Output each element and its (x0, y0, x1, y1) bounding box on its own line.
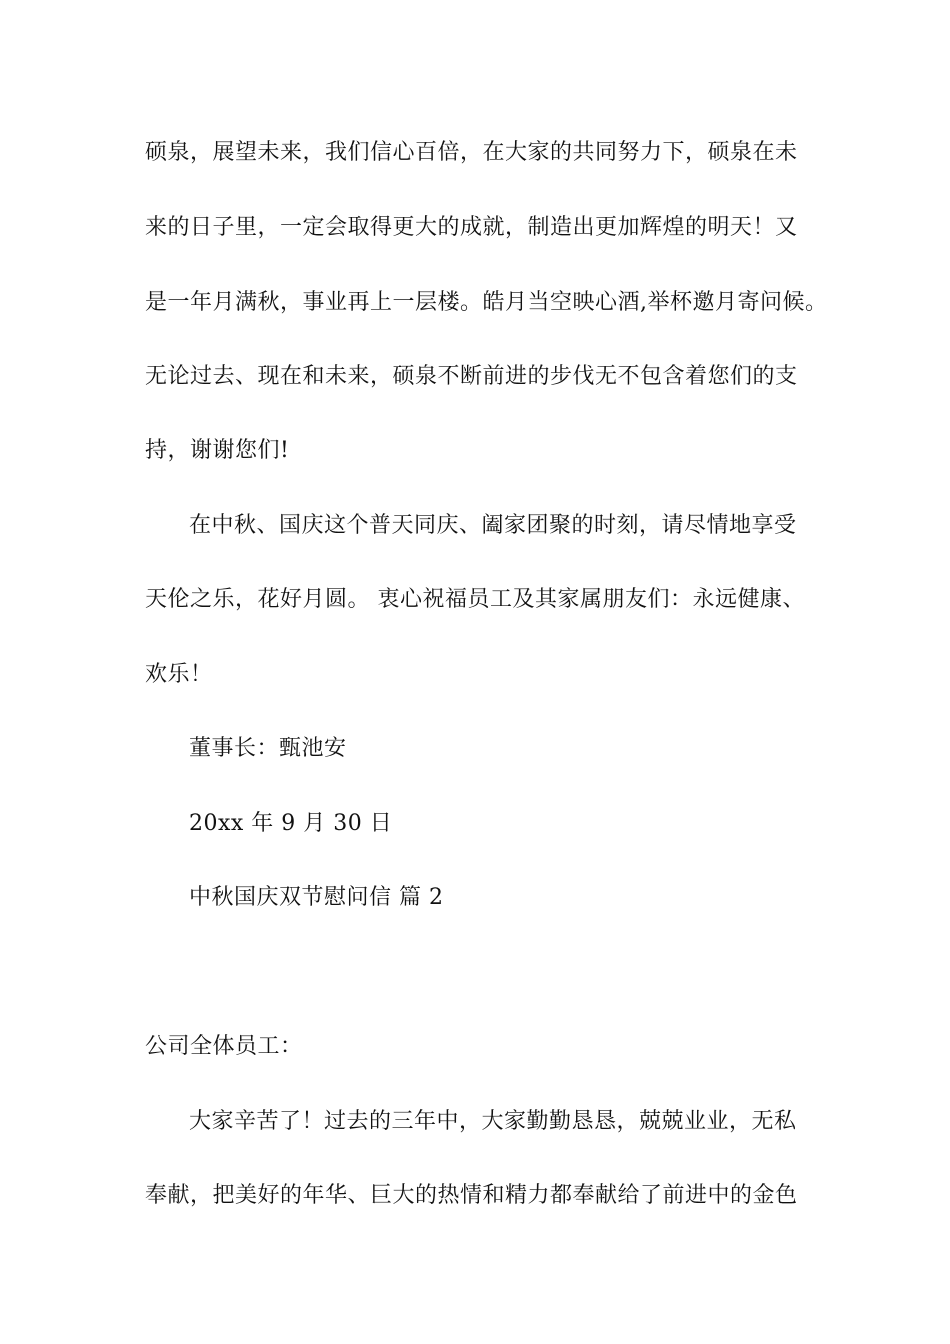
paragraph-line: 天伦之乐，花好月圆。 衷心祝福员工及其家属朋友们：永远健康、 (145, 587, 805, 612)
signature-line: 董事长：甄池安 (189, 736, 347, 761)
paragraph-line: 无论过去、现在和未来，硕泉不断前进的步伐无不包含着您们的支 (145, 364, 798, 389)
paragraph-line: 是一年月满秋，事业再上一层楼。皓月当空映心酒,举杯邀月寄问候。 (145, 290, 828, 315)
paragraph-line: 硕泉，展望未来，我们信心百倍，在大家的共同努力下，硕泉在未 (145, 140, 798, 165)
section-heading: 中秋国庆双节慰问信 篇 2 (189, 885, 444, 910)
paragraph-line: 大家辛苦了！过去的三年中，大家勤勤恳恳，兢兢业业，无私 (189, 1109, 797, 1134)
paragraph-line: 欢乐！ (145, 662, 213, 687)
date-line: 20xx 年 9 月 30 日 (189, 811, 393, 836)
paragraph-line: 在中秋、国庆这个普天同庆、阖家团聚的时刻，请尽情地享受 (189, 513, 797, 538)
paragraph-line: 来的日子里，一定会取得更大的成就，制造出更加辉煌的明天！又 (145, 215, 798, 240)
paragraph-line: 持，谢谢您们! (145, 438, 290, 463)
salutation: 公司全体员工： (145, 1034, 303, 1059)
paragraph-line: 奉献，把美好的年华、巨大的热情和精力都奉献给了前进中的金色 (145, 1183, 798, 1208)
